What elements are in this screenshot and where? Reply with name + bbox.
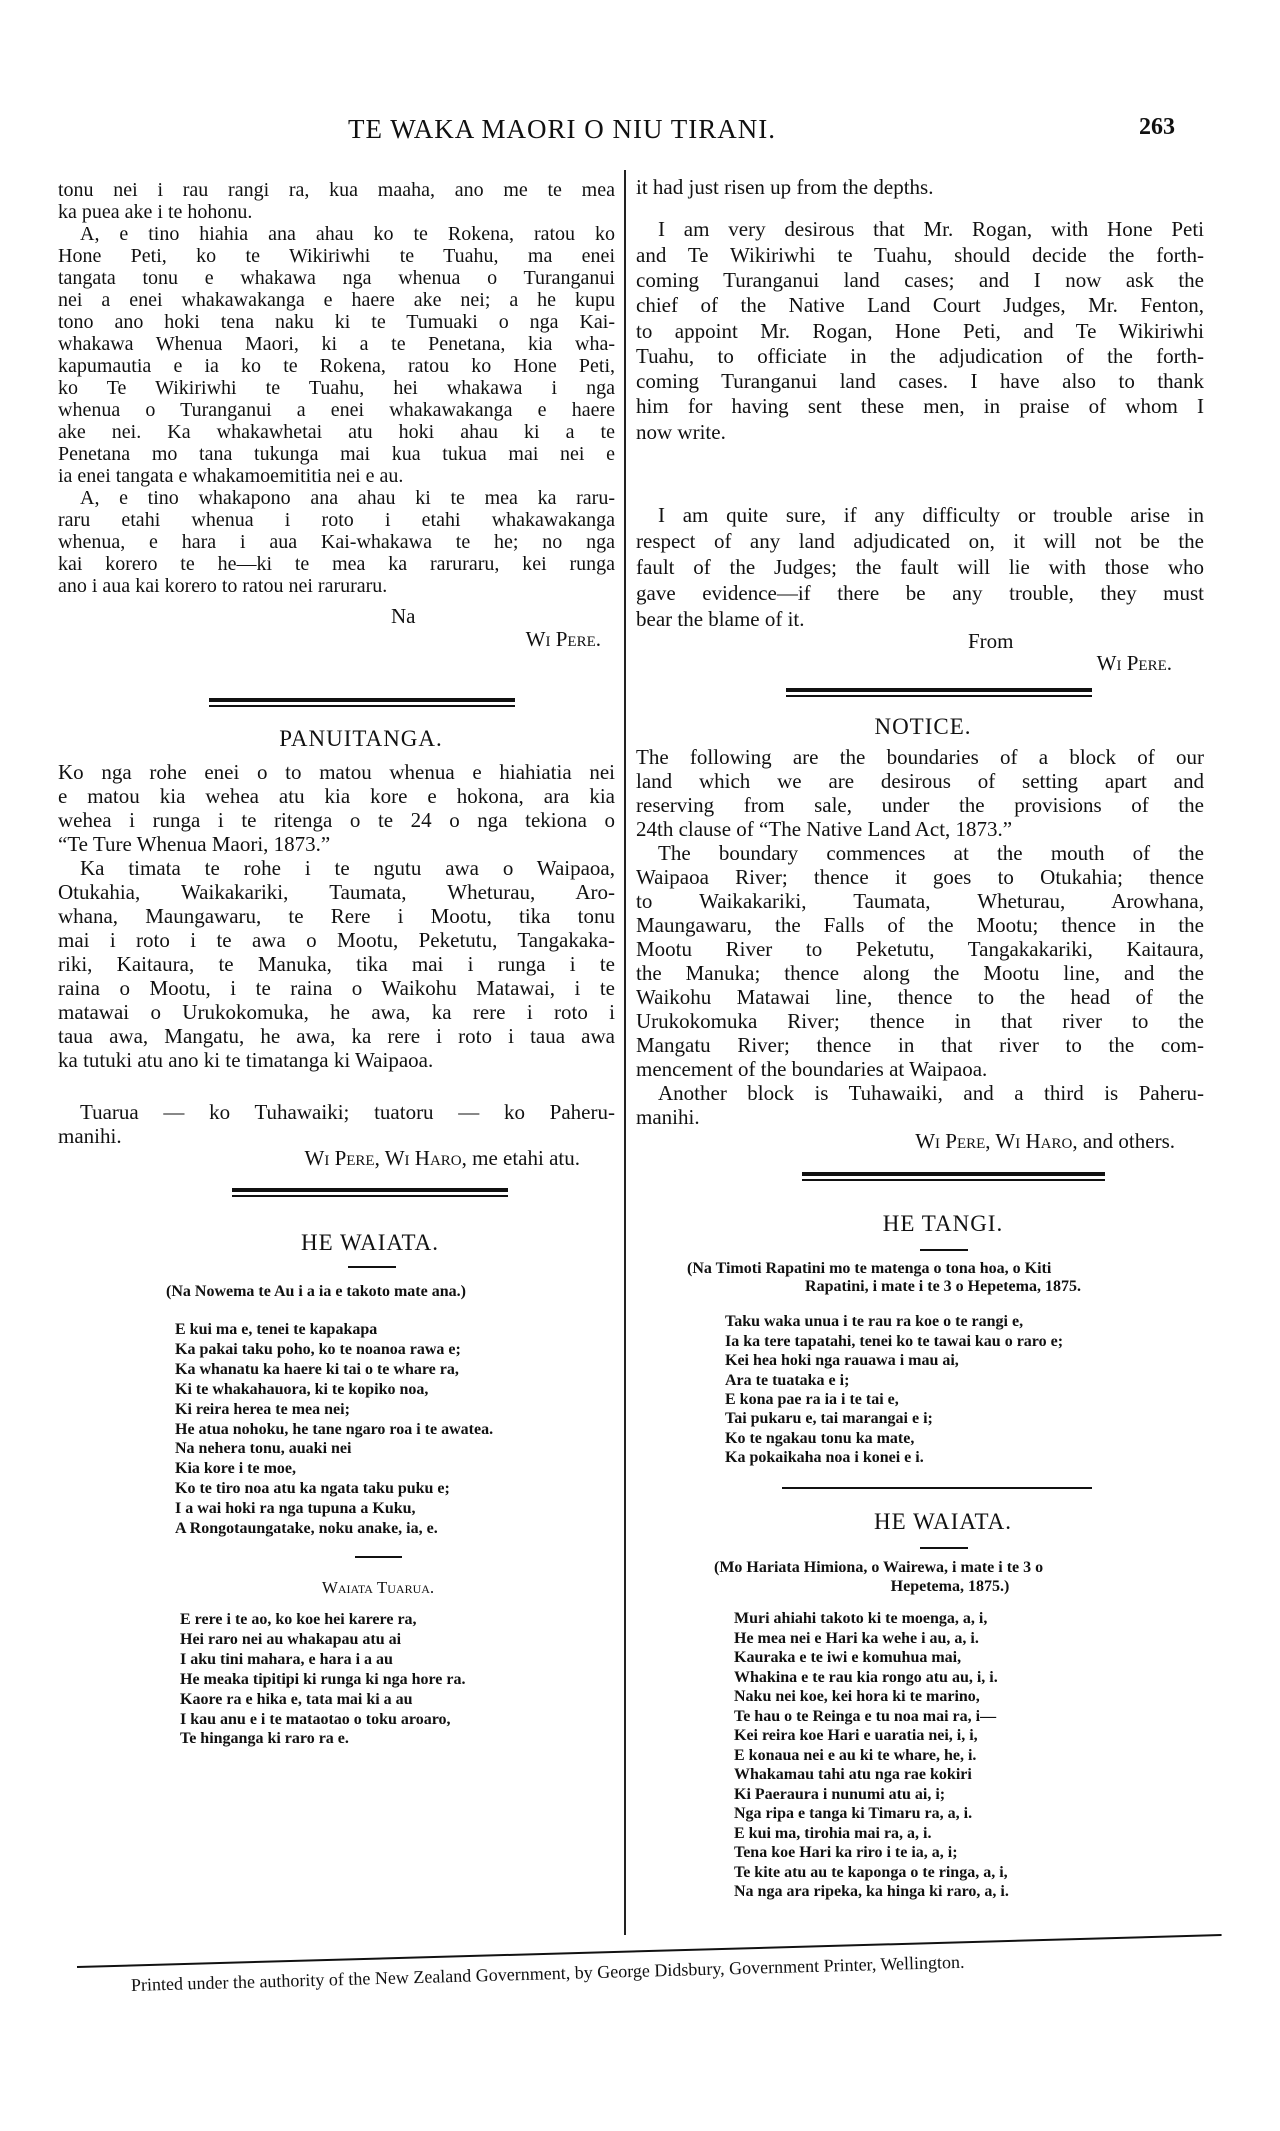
text-line: kai korero te he—ki te mea ka raruraru, kei runga [58,553,615,575]
double-rule-thin [786,695,1092,697]
song-subtitle: (Na Nowema te Au i a ia e takoto mate ana.) [166,1283,466,1300]
double-rule-thin [802,1179,1105,1181]
text-line: nei a enei whakawakanga e haere ake nei; a he kupu [58,289,615,311]
section-heading: PANUITANGA. [279,726,443,751]
from-label: Na [391,604,416,628]
short-rule [920,1547,968,1549]
text-line: mencement of the boundaries at Waipaoa. [636,1057,988,1081]
text-line: whakawa Whenua Maori, ki a te Penetana, kia wha- [58,333,615,355]
text-line: ka tutuki atu ano ki te timatanga ki Waipaoa. [58,1048,434,1072]
poem-line: E kui ma e, tenei te kapakapa [175,1321,378,1339]
column-divider [624,170,626,1935]
page-number: 263 [1139,114,1175,140]
text-line: fault of the Judges; the fault will lie with those who [636,555,1204,579]
text-line: manihi. [58,1124,122,1148]
poem-line: Kauraka e te iwi e komuhua mai, [734,1649,962,1667]
text-line: Hone Peti, ko te Wikiriwhi te Tuahu, ma enei [58,245,615,267]
poem-line: He mea nei e Hari ka wehe i au, a, i. [734,1629,979,1647]
poem-line: Ia ka tere tapatahi, tenei ko te tawai kau o raro e; [725,1332,1064,1350]
text-line: chief of the Native Land Court Judges, Mr. Fenton, [636,293,1204,318]
poem-line: Whakamau tahi atu nga rae kokiri [734,1766,972,1784]
signature [305,1146,580,1171]
poem-line: I a wai hoki ra nga tupuna a Kuku, [175,1500,416,1518]
text-line: to Waikakariki, Taumata, Wheturau, Arowhana, [636,889,1204,913]
text-line: The boundary commences at the mouth of the [658,841,1204,865]
double-rule-thick [786,688,1092,692]
text-line: coming Turanganui land cases. I have also to thank [636,369,1204,394]
page-title: TE WAKA MAORI O NIU TIRANI. [348,114,776,144]
signature-names: Wi Pere, Wi Haro, [915,1129,1078,1153]
section-heading: HE WAIATA. [300,1230,440,1255]
poem-line: Ko te ngakau tonu ka mate, [725,1429,915,1447]
poem-line: He atua nohoku, he tane ngaro roa i te awatea. [175,1420,494,1438]
text-line: Ko nga rohe enei o to matou whenua e hiahiatia nei [58,760,615,784]
poem-line: Kia kore i te moe, [175,1460,297,1478]
text-line: whenua, e hara i aua Kai-whakawa te he; no nga [58,531,615,553]
double-rule-thick [209,698,515,702]
text-line: tangata tonu e whakawa nga whenua o Turanganui [58,267,615,289]
text-line: ano i aua kai korero to ratou nei raruraru. [58,575,388,597]
text-line: e matou kia wehea atu kia kore e hokona, ara kia [58,784,615,808]
signature-rest: and others. [1077,1129,1175,1153]
poem-line: Ki Paeraura i nunumi atu ai, i; [734,1785,946,1803]
text-line: Mangatu River; thence in that river to the com- [636,1033,1204,1057]
text-line: whenua o Turanganui a enei whakawakanga e haere [58,399,615,421]
text-line: ia enei tangata e whakamoemititia nei e au. [58,465,404,487]
poem-line: Te hau o te Reinga e tu noa mai ra, i— [734,1707,997,1725]
text-line: The following are the boundaries of a block of our [636,745,1204,769]
text-line: coming Turanganui land cases; and I now ask the [636,267,1204,292]
text-line: raru etahi whenua i roto i etahi whakawakanga [58,509,615,531]
short-rule [355,1556,402,1558]
poem-line: Ki reira herea te mea nei; [175,1400,350,1418]
from-label: From [968,629,1014,653]
song-subtitle: (Na Timoti Rapatini mo te matenga o tona hoa, o Kiti [687,1260,1052,1277]
song-subheading: Waiata Tuarua. [321,1578,435,1597]
poem-line: E kona pae ra ia i te tai e, [725,1390,899,1408]
text-line: I am very desirous that Mr. Rogan, with Hone Peti [658,217,1204,242]
signature-rest: me etahi atu. [466,1146,580,1170]
poem-line: Tai pukaru e, tai marangai e i; [725,1410,933,1428]
text-line: A, e tino hiahia ana ahau ko te Rokena, ratou ko [80,223,615,245]
poem-line: Nga ripa e tanga ki Timaru ra, a, i. [734,1805,973,1823]
text-line: whana, Maungawaru, te Rere i Mootu, tika tonu [58,904,615,928]
section-heading: HE WAIATA. [873,1509,1013,1534]
text-line: A, e tino whakapono ana ahau ki te mea ka raru- [80,487,615,509]
poem-line: Ka pakai taku poho, ko te noanoa rawa e; [175,1340,461,1358]
text-line: taua awa, Mangatu, he awa, ka rere i roto i taua awa [58,1024,615,1048]
text-line: 24th clause of “The Native Land Act, 1873.” [636,817,1013,841]
poem-line: Tena koe Hari ka riro i te ia, a, i; [734,1844,958,1862]
poem-line: E konaua nei e au ki te whare, he, i. [734,1746,977,1764]
poem-line: E kui ma, tirohia mai ra, a, i. [734,1824,932,1842]
text-line: Otukahia, Waikakariki, Taumata, Wheturau, Aro- [58,880,615,904]
text-line: gave evidence—if there be any trouble, they must [636,581,1204,605]
text-line: manihi. [636,1105,700,1129]
text-line: I am quite sure, if any difficulty or trouble arise in [658,503,1204,527]
text-line: Penetana mo tana tukunga mai kua tukua mai nei e [58,443,615,465]
poem-line: Ki te whakahauora, ki te kopiko noa, [175,1380,429,1398]
double-rule-thick [232,1188,508,1192]
poem-line: A Rongotaungatake, noku anake, ia, e. [175,1520,438,1538]
double-rule-thin [209,705,515,707]
text-line: tonu nei i rau rangi ra, kua maaha, ano me te mea [58,179,615,201]
poem-line: Muri ahiahi takoto ki te moenga, a, i, [734,1610,988,1628]
text-line: wehea i runga i te ritenga o te 24 o nga tekiona o [58,808,615,832]
text-line: Another block is Tuhawaiki, and a third is Paheru- [658,1081,1204,1105]
text-line: Tuahu, to officiate in the adjudication of the forth- [636,343,1204,368]
short-rule [348,1266,396,1268]
text-line: bear the blame of it. [636,607,805,631]
text-line: it had just risen up from the depths. [636,174,934,199]
poem-line: Taku waka unua i te rau ra koe o te rangi e, [725,1313,1024,1331]
song-subtitle: (Mo Hariata Himiona, o Wairewa, i mate i te 3 o [714,1559,1044,1576]
poem-line: Ka whanatu ka haere ki tai o te whare ra, [175,1360,459,1378]
text-line: respect of any land adjudicated on, it will not be the [636,529,1204,553]
poem-line: E rere i te ao, ko koe hei karere ra, [180,1611,417,1629]
text-line: land which we are desirous of setting apart and [636,769,1204,793]
poem-line: I kau anu e i te mataotao o toku aroaro, [180,1710,451,1728]
short-rule [920,1249,968,1251]
text-line: him for having sent these men, in praise of whom I [636,394,1204,419]
poem-line: Na nga ara ripeka, ka hinga ki raro, a, i. [734,1883,1009,1901]
text-line: Maungawaru, the Falls of the Mootu; thence in the [636,913,1204,937]
text-line: riki, Kaitaura, te Manuka, tika mai i runga i te [58,952,615,976]
signature-names: Wi Pere, Wi Haro, [304,1146,467,1170]
divider-rule [782,1487,1092,1489]
text-line: ko Te Wikiriwhi te Tuahu, hei whakawa i nga [58,377,615,399]
text-line: and Te Wikiriwhi te Tuahu, should decide the forth- [636,242,1204,267]
poem-line: Na nehera tonu, auaki nei [175,1440,352,1458]
signature: Wi Pere. [1096,651,1172,675]
text-line: Tuarua — ko Tuhawaiki; tuatoru — ko Paheru- [80,1100,615,1124]
poem-line: Te hinganga ki raro ra e. [180,1730,349,1748]
poem-line: Ara te tuataka e i; [725,1371,850,1389]
poem-line: I aku tini mahara, e hara i a au [180,1650,393,1668]
text-line: reserving from sale, under the provisions of the [636,793,1204,817]
poem-line: Ko te tiro noa atu ka ngata taku puku e; [175,1480,450,1498]
poem-line: He meaka tipitipi ki runga ki nga hore ra. [180,1670,466,1688]
signature [915,1129,1175,1154]
text-line: ake nei. Ka whakawhetai atu hoki ahau ki a te [58,421,615,443]
text-line: Waikohu Matawai line, thence to the head of the [636,985,1204,1009]
song-subtitle: Hepetema, 1875.) [890,1578,1010,1595]
text-line: “Te Ture Whenua Maori, 1873.” [58,832,331,856]
double-rule-thin [232,1195,508,1197]
poem-line: Kei reira koe Hari e uaratia nei, i, i, [734,1727,978,1745]
text-line: now write. [636,419,726,444]
poem-line: Ka pokaikaha noa i konei e i. [725,1449,924,1467]
poem-line: Te kite atu au te kaponga o te ringa, a, i, [734,1863,1008,1881]
song-subtitle: Rapatini, i mate i te 3 o Hepetema, 1875. [805,1278,1081,1295]
text-line: the Manuka; thence along the Mootu line, and the [636,961,1204,985]
printer-imprint: Printed under the authority of the New Zealand Government, by George Didsbury, Government Printer, Wellington. [130,1951,965,1995]
poem-line: Kei hea hoki nga rauawa i mau ai, [725,1352,959,1370]
section-heading: HE TANGI. [882,1211,1004,1236]
text-line: Mootu River to Peketutu, Tangakakariki, Kaitaura, [636,937,1204,961]
text-line: to appoint Mr. Rogan, Hone Peti, and Te Wikiriwhi [636,318,1204,343]
text-line: raina o Mootu, i te raina o Waikohu Matawai, i te [58,976,615,1000]
poem-line: Naku nei koe, kei hora ki te marino, [734,1688,980,1706]
text-line: matawai o Urukokomuka, he awa, ka rere i roto i [58,1000,615,1024]
text-line: Waipaoa River; thence it goes to Otukahia; thence [636,865,1204,889]
signature: Wi Pere. [525,627,601,651]
text-line: kapumautia e ia ko te Rokena, ratou ko Hone Peti, [58,355,615,377]
poem-line: Whakina e te rau kia rongo atu au, i, i. [734,1668,998,1686]
poem-line: Hei raro nei au whakapau atu ai [180,1630,402,1648]
text-line: ka puea ake i te hohonu. [58,201,253,223]
section-heading: NOTICE. [874,714,972,739]
text-line: Urukokomuka River; thence in that river to the [636,1009,1204,1033]
text-line: tono ano hoki tena naku ki te Tumuaki o nga Kai- [58,311,615,333]
double-rule-thick [802,1172,1105,1176]
text-line: mai i roto i te awa o Mootu, Peketutu, Tangakaka- [58,928,615,952]
poem-line: Kaore ra e hika e, tata mai ki a au [180,1690,413,1708]
text-line: Ka timata te rohe i te ngutu awa o Waipaoa, [80,856,615,880]
